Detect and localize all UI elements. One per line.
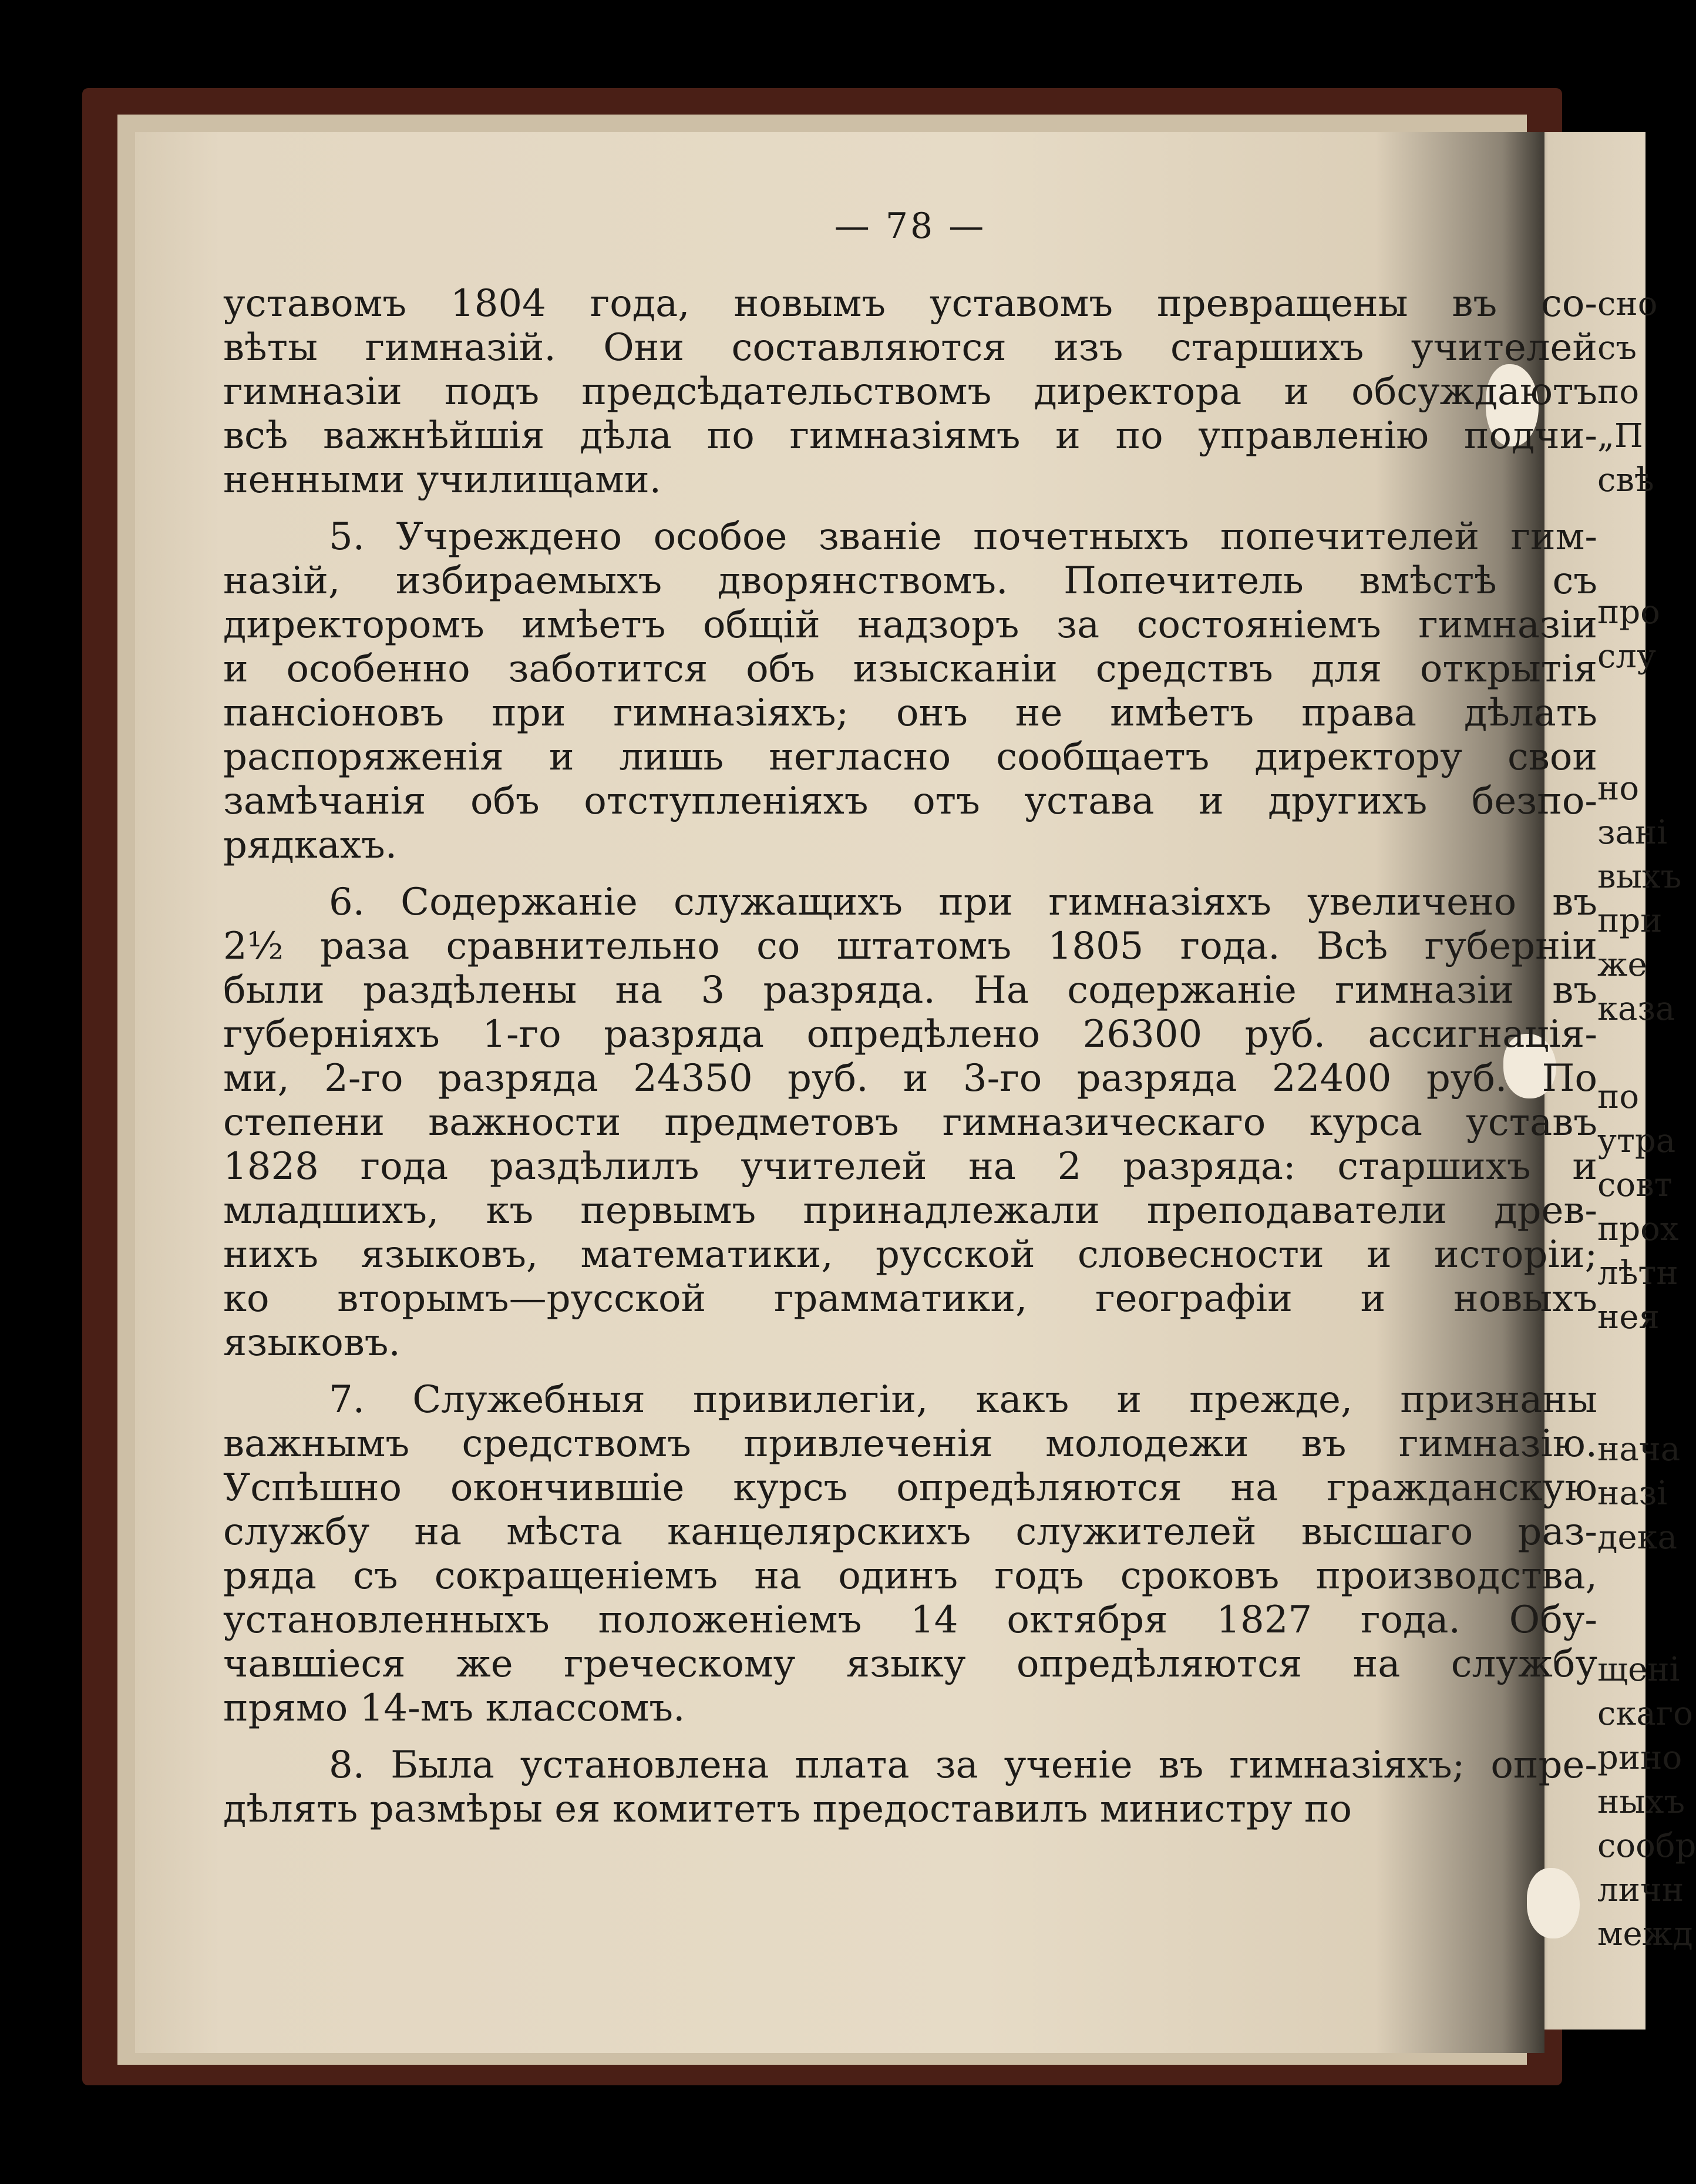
right-page-fragment: нача xyxy=(1597,1430,1681,1469)
text-line: ко вторымъ—русской грамматики, географіи и новыхъ xyxy=(223,1277,1597,1321)
right-page-fragment: скаго xyxy=(1597,1695,1693,1733)
paragraph xyxy=(223,1378,1597,1731)
page-tear xyxy=(1527,1868,1580,1938)
right-page-fragment: съ xyxy=(1597,329,1637,367)
right-page-fragment: зані xyxy=(1597,814,1668,852)
right-page-fragment: при xyxy=(1597,902,1663,940)
right-page-fragment: сообр xyxy=(1597,1827,1696,1865)
text-line: прямо 14-мъ классомъ. xyxy=(223,1686,685,1730)
right-page-fragment: совт xyxy=(1597,1166,1673,1204)
right-page-fragment: же xyxy=(1597,946,1647,984)
right-page-fragment: рино xyxy=(1597,1739,1682,1777)
text-line: 7. Служебныя привилегіи, какъ и прежде, признаны xyxy=(329,1378,1597,1422)
right-page-fragment: по xyxy=(1597,1078,1640,1116)
right-page-fragment: но xyxy=(1597,770,1640,808)
text-line: Успѣшно окончившіе курсъ опредѣляются на гражданскую xyxy=(223,1466,1597,1510)
page-text xyxy=(223,112,1597,1832)
right-page-fragment xyxy=(1597,1031,1645,1075)
text-line: замѣчанія объ отступленіяхъ отъ устава и другихъ безпо- xyxy=(223,779,1597,823)
text-line: рядкахъ. xyxy=(223,824,398,867)
text-line: младшихъ, къ первымъ принадлежали преподаватели древ- xyxy=(223,1189,1597,1232)
text-line: языковъ. xyxy=(223,1321,401,1365)
paragraph xyxy=(223,1743,1597,1832)
text-line: всѣ важнѣйшія дѣла по гимназіямъ и по управленію подчи- xyxy=(223,414,1597,458)
text-line: 1828 года раздѣлилъ учителей на 2 разряда: старшихъ и xyxy=(223,1145,1597,1188)
right-page-fragment: назі xyxy=(1597,1474,1668,1513)
text-line: службу на мѣста канцелярскихъ служителей высшаго раз- xyxy=(223,1510,1597,1554)
right-page-fragment: выхъ xyxy=(1597,858,1682,896)
text-line: были раздѣлены на 3 разряда. На содержаніе гимназіи въ xyxy=(223,969,1597,1012)
right-page-fragment: дека xyxy=(1597,1518,1678,1557)
right-page-fragment: нея xyxy=(1597,1298,1660,1336)
text-line: 8. Была установлена плата за ученіе въ гимназіяхъ; опре- xyxy=(329,1743,1597,1787)
text-line: дѣлять размѣры ея комитетъ предоставилъ министру по xyxy=(223,1787,1352,1831)
right-page-fragment xyxy=(1597,1560,1645,1604)
text-line: назій, избираемыхъ дворянствомъ. Попечитель вмѣстѣ съ xyxy=(223,559,1597,603)
right-page-fragment: про xyxy=(1597,593,1660,631)
text-line: 6. Содержаніе служащихъ при гимназіяхъ увеличено въ xyxy=(329,881,1597,924)
paragraph xyxy=(223,282,1597,502)
text-line: губерніяхъ 1-го разряда опредѣлено 26300 руб. ассигнація- xyxy=(223,1013,1597,1056)
right-page-fragment: каза xyxy=(1597,990,1675,1028)
right-page-fragment: лѣтн xyxy=(1597,1254,1678,1292)
text-line: чавшіеся же греческому языку опредѣляются на службу xyxy=(223,1642,1597,1686)
right-page-fragment: утра xyxy=(1597,1122,1676,1160)
text-line: уставомъ 1804 года, новымъ уставомъ превращены въ со- xyxy=(223,282,1597,325)
page-number: — 78 — xyxy=(834,206,987,247)
text-line: 5. Учреждено особое званіе почетныхъ попечителей гим- xyxy=(329,515,1597,559)
text-line: вѣты гимназій. Они составляются изъ старшихъ учителей xyxy=(223,326,1597,369)
text-line: нихъ языковъ, математики, русской словесности и исторіи; xyxy=(223,1233,1597,1276)
text-line: важнымъ средствомъ привлеченія молодежи въ гимназію. xyxy=(223,1422,1597,1466)
right-page-fragment xyxy=(1597,546,1645,590)
right-page-fragment: прох xyxy=(1597,1210,1679,1248)
right-page-fragment xyxy=(1597,1604,1645,1648)
right-page-fragment: слу xyxy=(1597,637,1656,676)
text-line: пансіоновъ при гимназіяхъ; онъ не имѣетъ права дѣлать xyxy=(223,691,1597,735)
text-line: и особенно заботится объ изысканіи средствъ для открытія xyxy=(223,647,1597,691)
paragraph xyxy=(223,515,1597,868)
paragraph xyxy=(223,881,1597,1365)
text-line: ми, 2-го разряда 24350 руб. и 3-го разряда 22400 руб. По xyxy=(223,1057,1597,1100)
right-page-fragment: сно xyxy=(1597,285,1658,323)
text-line: директоромъ имѣетъ общій надзоръ за состояніемъ гимназіи xyxy=(223,603,1597,647)
right-page-fragment: свѣ xyxy=(1597,461,1654,499)
text-line: гимназіи подъ предсѣдательствомъ директора и обсуждаютъ xyxy=(223,370,1597,414)
text-line: ненными училищами. xyxy=(223,458,661,502)
text-line: ряда съ сокращеніемъ на одинъ годъ сроковъ производства, xyxy=(223,1554,1597,1598)
right-page-fragment xyxy=(1597,678,1645,723)
right-page-fragment: личн xyxy=(1597,1871,1684,1909)
right-page-fragment: межд xyxy=(1597,1915,1693,1953)
right-page-fragment: „П xyxy=(1597,417,1643,455)
right-page-fragment xyxy=(1597,723,1645,767)
text-body xyxy=(223,282,1597,1832)
right-page-text-fragments xyxy=(1597,282,1696,1956)
right-page-fragment: щені xyxy=(1597,1651,1680,1689)
right-page-fragment xyxy=(1597,1383,1645,1427)
right-page-fragment: по xyxy=(1597,373,1640,411)
text-line: степени важности предметовъ гимназическаго курса уставъ xyxy=(223,1101,1597,1144)
right-page-fragment xyxy=(1597,1339,1645,1383)
right-page-fragment xyxy=(1597,502,1645,546)
text-line: распоряженія и лишь негласно сообщаетъ директору свои xyxy=(223,735,1597,779)
text-line: установленныхъ положеніемъ 14 октября 1827 года. Обу- xyxy=(223,1598,1597,1642)
right-page-fragment: ныхъ xyxy=(1597,1783,1685,1821)
text-line: 2½ раза сравнительно со штатомъ 1805 года. Всѣ губерніи xyxy=(223,925,1597,968)
